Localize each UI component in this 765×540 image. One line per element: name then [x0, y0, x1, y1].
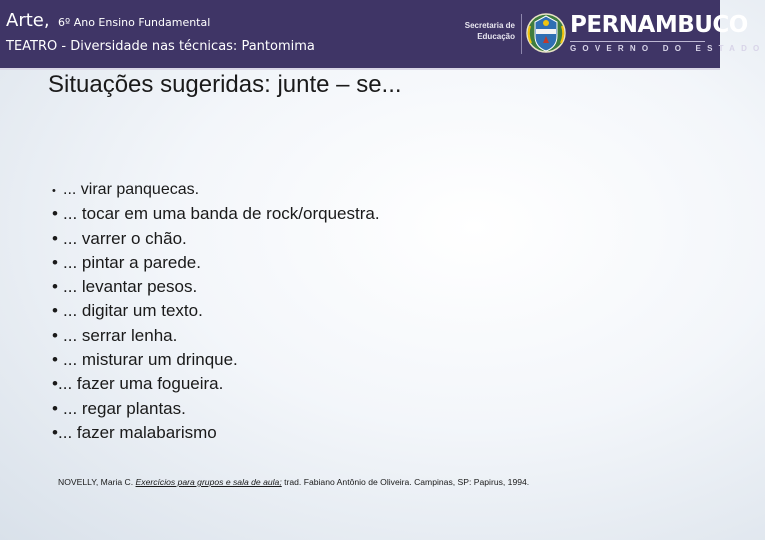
list-item: • ... virar panquecas. — [52, 178, 380, 202]
bullet-icon: • — [52, 228, 58, 248]
list-item: • ... regar plantas. — [52, 397, 380, 421]
bibliographic-reference — [58, 477, 529, 487]
bullet-icon: • — [52, 204, 58, 224]
secretaria-label — [445, 20, 515, 42]
suggestion-list — [52, 178, 380, 445]
header-banner — [0, 0, 765, 70]
reference-author: NOVELLY, Maria C. — [58, 477, 134, 487]
header-divider — [521, 14, 522, 54]
brand-name: PERNAMBUCO — [570, 12, 748, 38]
pernambuco-logo — [570, 12, 765, 53]
bullet-icon: • — [52, 301, 58, 321]
list-item: • ... levantar pesos. — [52, 275, 380, 299]
list-item: • ... digitar um texto. — [52, 299, 380, 323]
subject-label — [6, 10, 210, 31]
secretaria-line2: Educação — [477, 32, 515, 41]
reference-details: trad. Fabiano Antônio de Oliveira. Campinas, SP: Papirus, 1994. — [284, 477, 530, 487]
list-item: •... fazer malabarismo — [52, 421, 380, 445]
state-seal-icon — [525, 10, 567, 56]
bullet-icon: • — [52, 325, 58, 345]
list-item: • ... serrar lenha. — [52, 324, 380, 348]
list-item: • ... varrer o chão. — [52, 227, 380, 251]
bullet-icon: • — [52, 374, 58, 394]
list-item: • ... tocar em uma banda de rock/orquestra. — [52, 202, 380, 226]
reference-work-title: Exercícios para grupos e sala de aula; — [135, 477, 282, 487]
lesson-topic: TEATRO - Diversidade nas técnicas: Pantomima — [6, 39, 315, 54]
bullet-icon: • — [52, 398, 58, 418]
list-item: • ... misturar um drinque. — [52, 348, 380, 372]
bullet-icon: • — [52, 185, 56, 197]
subject-name: Arte, — [6, 10, 50, 31]
slide-title: Situações sugeridas: junte – se... — [48, 71, 402, 98]
bullet-icon: • — [52, 350, 58, 370]
list-item: • ... pintar a parede. — [52, 251, 380, 275]
grade-level: 6º Ano Ensino Fundamental — [58, 16, 211, 29]
secretaria-line1: Secretaria de — [464, 21, 515, 30]
bullet-icon: • — [52, 252, 58, 272]
brand-subtitle: GOVERNO DO ESTADO — [570, 41, 705, 53]
bullet-icon: • — [52, 422, 58, 442]
bullet-icon: • — [52, 277, 58, 297]
list-item: •... fazer uma fogueira. — [52, 372, 380, 396]
